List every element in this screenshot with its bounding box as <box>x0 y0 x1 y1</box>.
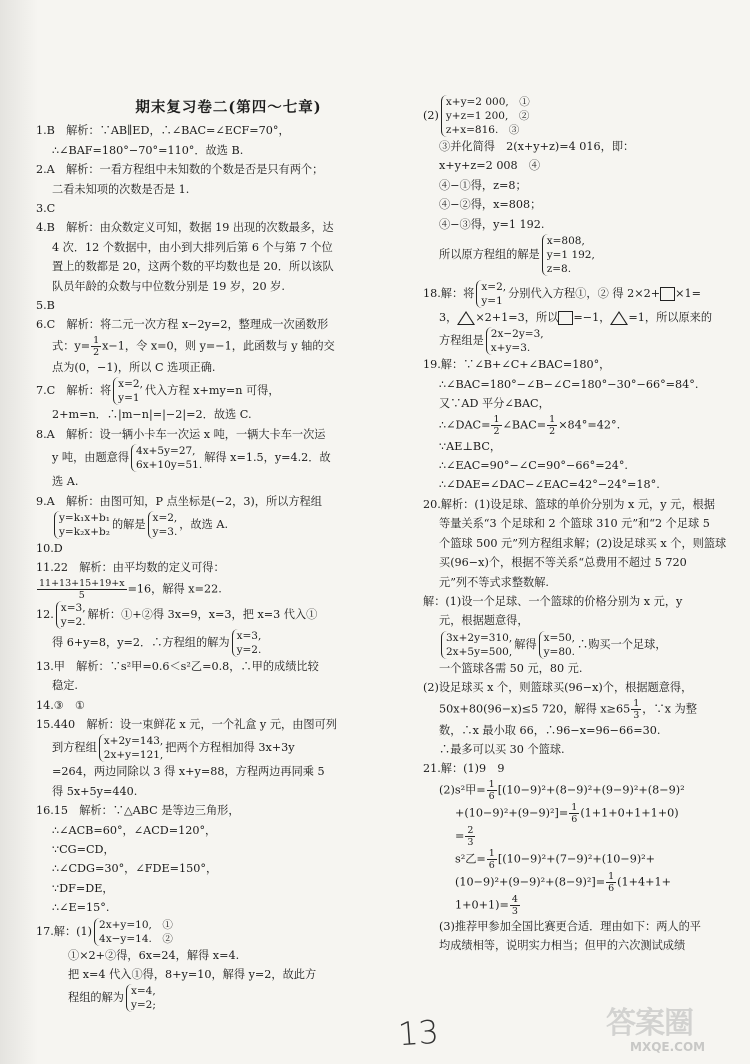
answer-line: ④−②得，x=808； <box>439 198 542 212</box>
right-column <box>423 95 743 956</box>
answer-line: 得 5x+5y=440. <box>52 784 138 798</box>
handwritten-page-number: 13 <box>396 1012 440 1054</box>
answer-line: 点为(0，−1)，所以 C 选项正确. <box>52 360 216 374</box>
answer-line: 得 6+y=8，y=2．∴方程组的解为 x=3, y=2. <box>52 629 262 656</box>
answer-line: (10−9)²+(9−9)²+(8−9)²]= $\frac{1}{6}$ (1+4+1+ <box>455 870 671 894</box>
answer-line: (3)推荐甲参加全国比赛更合适．理由如下：两人的平 <box>439 919 701 933</box>
answer-line: ∴∠DAC= $\frac{1}{2}$ ∠BAC= $\frac{1}{2}$ ×84°=42°. <box>439 413 621 437</box>
answer-line: 元，根据题意得， <box>439 614 529 628</box>
answer-line: 3， ×2+1=3，所以 =−1， =1，所以原来的 <box>439 311 713 325</box>
answer-line: 元”列不等式求整数解. <box>439 575 549 589</box>
answer-line: y 吨，由题意得 4x+5y=27, 6x+10y=51. 解得 x=1.5，y=4.2．故 <box>52 445 331 472</box>
answer-line: 2.A 解析：一看方程组中未知数的个数是否是只有两个； <box>36 163 324 177</box>
answer-line: 7.C 解析：将 x=2, y=1 代入方程 x+my=n 可得， <box>36 378 280 405</box>
left-column <box>36 98 421 1012</box>
answer-line: ∴∠CDG=30°，∠FDE=150°， <box>52 862 218 876</box>
answer-line: ∴最多可以买 30 个篮球. <box>439 742 565 756</box>
watermark-url: MXQE.COM <box>630 1040 706 1054</box>
answer-line: ∵DF=DE， <box>52 881 114 895</box>
answer-line: 13.甲 解析：∵s²甲=0.6＜s²乙=0.8，∴甲的成绩比较 <box>36 659 319 673</box>
equation-system: x+y=2 000, ① y+z=1 200, ② z+x=816. ③ <box>441 95 530 137</box>
equation-system: 2x−2y=3, x+y=3. <box>486 327 544 355</box>
answer-line: (2)设足球买 x 个，则篮球买(96−x)个，根据题意得， <box>423 681 693 695</box>
answer-line: ④−③得，y=1 192. <box>439 217 545 231</box>
answer-line: (2)s²甲= $\frac{1}{6}$ [(10−9)²+(8−9)²+(9−9)²+(8−9)² <box>439 778 685 802</box>
answer-line: 3x+2y=310, 2x+5y=500, 解得 x=50, y=80. ∴购买一个足球， <box>423 631 743 659</box>
answer-line: 式：y= $\frac{1}{2}$ x−1，令 x=0，则 y=−1，此函数与 y 轴的交 <box>52 334 335 358</box>
answer-line: ∴∠BAF=180°−70°=110°．故选 B. <box>52 143 244 157</box>
square-symbol <box>660 287 675 301</box>
answer-line: 稳定. <box>52 679 78 693</box>
answer-line: 10.D <box>36 541 63 555</box>
answer-line: 17.解：(1) 2x+y=10, ① 4x−y=14. ② <box>36 918 173 945</box>
answer-line: 18.解：将 x=2, y=1 分别代入方程①，② 得 2×2+ ×1= <box>423 281 701 308</box>
fraction: $\frac{4}{3}$ <box>511 893 518 917</box>
square-symbol <box>558 311 573 325</box>
answer-line: 置上的数都是 20，这两个数的平均数也是 20．所以该队 <box>52 260 334 274</box>
equation-system: x=4, y=2; <box>126 984 156 1012</box>
answer-line: =264，两边同除以 3 得 x+y=88，方程两边再同乘 5 <box>52 765 325 779</box>
answer-line: 21.解：(1)9 9 <box>423 762 505 776</box>
answer-line: 一个篮球各需 50 元，80 元. <box>439 661 583 675</box>
fraction: $\frac{1}{3}$ <box>633 697 640 721</box>
fraction: $\frac{1}{6}$ <box>608 870 615 894</box>
fraction: $\frac{1}{6}$ <box>488 847 495 871</box>
answer-line: 16.15 解析：∵△ABC 是等边三角形， <box>36 804 240 818</box>
answer-line: (2) x+y=2 000, ① y+z=1 200, ② z+x=816. ③ <box>423 96 530 136</box>
fraction: $\frac{2}{3}$ <box>467 824 474 848</box>
answer-line: ∴∠E=15°. <box>52 901 110 915</box>
page-edge-shadow <box>0 0 38 1064</box>
answer-line: 8.A 解析：设一辆小卡车一次运 x 吨，一辆大卡车一次运 <box>36 427 326 441</box>
answer-line: 个篮球 500 元”列方程组求解；(2)设足球买 x 个，则篮球 <box>439 536 727 550</box>
answer-line: 1.B 解析：∵AB∥ED，∴∠BAC=∠ECF=70°， <box>36 124 290 138</box>
fraction: $\frac{1}{2}$ <box>493 413 500 437</box>
equation-system: x=2, y=1 <box>113 377 143 405</box>
fraction: $\frac{1}{6}$ <box>571 801 578 825</box>
answer-line: 6.C 解析：将二元一次方程 x−2y=2，整理成一次函数形 <box>36 318 329 332</box>
answer-line: ①×2+②得，6x=24，解得 x=4. <box>68 948 240 962</box>
answer-line: ∵AE⊥BC， <box>439 439 502 453</box>
answer-line: 15.440 解析：设一束鲜花 x 元，一个礼盒 y 元，由图可列 <box>36 717 337 731</box>
fraction: $\frac{1}{2}$ <box>549 413 556 437</box>
answer-line: 数，∴x 最小取 66，∴96−x=96−66=30. <box>439 723 661 737</box>
answer-line: 50x+80(96−x)≤5 720，解得 x≥65 $\frac{1}{3}$ ，∵x 为整 <box>439 697 697 721</box>
answer-line: 程组的解为 x=4, y=2; <box>68 985 156 1012</box>
answer-line: 9.A 解析：由图可知，P 点坐标是(−2，3)，所以方程组 <box>36 494 322 508</box>
answer-line: ∴∠DAE=∠DAC−∠EAC=42°−24°=18°. <box>439 478 660 492</box>
fraction: $\frac{11+13+15+19+x}{5}$ <box>39 577 125 601</box>
answer-line: $\frac{11+13+15+19+x}{5}$ =16，解得 x=22. <box>39 577 222 601</box>
answer-line: 选 A. <box>52 475 79 489</box>
answer-line: y=k₁x+b₁ y=k₂x+b₂ 的解是 x=2, y=3. ，故选 A. <box>36 511 421 539</box>
answer-line: 3.C <box>36 202 56 216</box>
answer-line: s²乙= $\frac{1}{6}$ [(10−9)²+(7−9)²+(10−9)²+ <box>455 847 656 871</box>
equation-system: x=3, y=2. <box>56 601 86 629</box>
answer-line: 均成绩相等，说明实力相当；但甲的六次测试成绩 <box>439 939 686 953</box>
equation-system: x+2y=143, 2x+y=121, <box>99 734 164 762</box>
watermark-logo: 答案圈 <box>606 1006 693 1041</box>
answer-line: 队员年龄的众数与中位数分别是 19 岁，20 岁. <box>52 279 285 293</box>
triangle-symbol <box>610 311 628 325</box>
answer-line: 买(96−x)个，根据不等关系“总费用不超过 5 720 <box>439 556 687 570</box>
answer-line: ∴∠ACB=60°，∠ACD=120°， <box>52 823 217 837</box>
answer-line: 把 x=4 代入①得，8+y=10，解得 y=2，故此方 <box>68 968 317 981</box>
answer-line: 12. x=3, y=2. 解析：①+②得 3x=9，x=3，把 x=3 代入① <box>36 601 318 628</box>
answer-line: 19.解：∵∠B+∠C+∠BAC=180°， <box>423 358 611 372</box>
answer-line: 到方程组 x+2y=143, 2x+y=121, 把两个方程相加得 3x+3y <box>52 735 295 762</box>
answer-line: 1+0+1)= $\frac{4}{3}$ <box>455 893 518 917</box>
answer-line: ∵CG=CD， <box>52 842 115 856</box>
answer-line: 二看未知项的次数是否是 1. <box>52 182 190 196</box>
answer-line: 等量关系“3 个足球和 2 个篮球 310 元”和“2 个足球 5 <box>439 517 710 531</box>
answer-line: 4 次．12 个数据中，由小到大排列后第 6 个与第 7 个位 <box>52 240 333 254</box>
answer-line: 4.B 解析：由众数定义可知，数据 19 出现的次数最多，达 <box>36 221 334 235</box>
equation-system: x=2, y=3. <box>148 511 178 539</box>
equation-system: 4x+5y=27, 6x+10y=51. <box>131 444 202 472</box>
answer-line: = $\frac{2}{3}$ <box>455 824 474 848</box>
answer-line: ④−①得，z=8； <box>439 178 527 192</box>
answer-line: 5.B <box>36 299 55 313</box>
answer-line: 20.解析：(1)设足球、篮球的单价分别为 x 元，y 元，根据 <box>423 497 715 511</box>
answer-line: 2+m=n．∴|m−n|=|−2|=2．故选 C. <box>52 408 252 422</box>
equation-system: x=50, y=80. <box>539 631 575 659</box>
answer-line: ③并化简得 2(x+y+z)=4 016，即： <box>439 140 635 153</box>
answer-line: +(10−9)²+(9−9)²]= $\frac{1}{6}$ (1+1+0+1+1+0) <box>455 801 679 825</box>
equation-system: x=3, y=2. <box>232 629 262 657</box>
answer-line: 所以原方程组的解是 x=808, y=1 192, z=8. <box>439 235 595 276</box>
answer-line: x+y+z=2 008 ④ <box>439 159 541 173</box>
fraction: $\frac{1}{6}$ <box>488 778 495 802</box>
answer-line: ∴∠EAC=90°−∠C=90°−66°=24°. <box>439 459 628 473</box>
equation-system: x=2, y=1 <box>476 280 506 308</box>
equation-system: 3x+2y=310, 2x+5y=500, <box>441 631 512 659</box>
equation-system: x=808, y=1 192, z=8. <box>542 234 595 276</box>
equation-system: y=k₁x+b₁ y=k₂x+b₂ <box>54 511 110 539</box>
answer-line: 11.22 解析：由平均数的定义可得： <box>36 561 225 575</box>
fraction: $\frac{1}{2}$ <box>93 334 100 358</box>
page-title: 期末复习卷二(第四～七章) <box>135 99 322 116</box>
answer-line: 方程组是 2x−2y=3, x+y=3. <box>439 328 544 355</box>
answer-line: 解：(1)设一个足球、一个篮球的价格分别为 x 元，y <box>423 594 683 608</box>
triangle-symbol <box>457 311 475 325</box>
answer-line: 又∵AD 平分∠BAC， <box>439 397 550 411</box>
answer-line: 14.③ ① <box>36 698 86 712</box>
equation-system: 2x+y=10, ① 4x−y=14. ② <box>94 918 173 946</box>
answer-line: ∴∠BAC=180°−∠B−∠C=180°−30°−66°=84°. <box>439 377 699 391</box>
